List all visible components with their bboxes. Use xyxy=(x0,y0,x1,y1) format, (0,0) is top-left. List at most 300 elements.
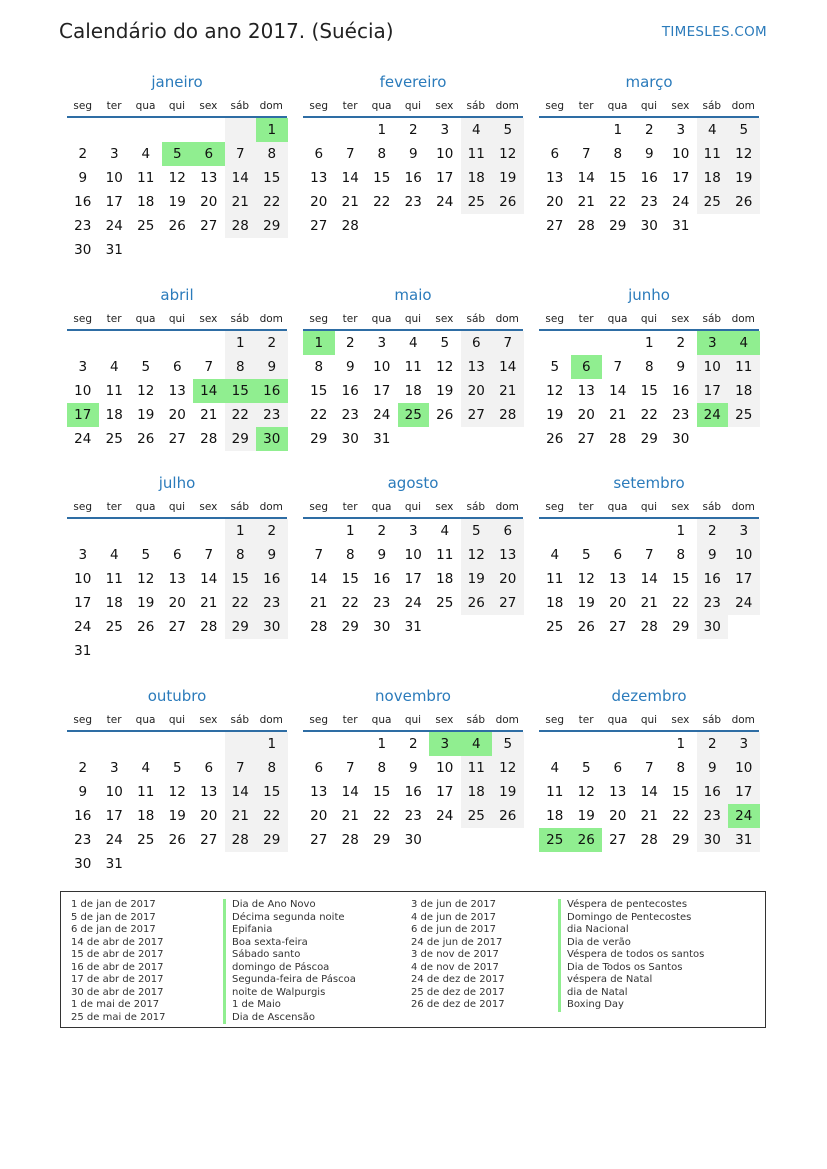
weekday-label: qua xyxy=(135,714,156,726)
weekday-label: sex xyxy=(199,100,218,112)
day-cell: 12 xyxy=(168,170,186,186)
month-abril xyxy=(67,284,287,475)
day-cell: 20 xyxy=(200,808,218,824)
day-cell: 1 xyxy=(256,118,288,142)
day-cell: 12 xyxy=(168,784,186,800)
day-cell: 30 xyxy=(697,615,729,639)
day-cell: 21 xyxy=(225,190,257,214)
day-cell: 11 xyxy=(461,142,493,166)
day-cell: 16 xyxy=(373,571,391,587)
day-cell: 16 xyxy=(74,194,92,210)
weekday-label: dom xyxy=(495,100,519,112)
day-cell: 6 xyxy=(314,760,324,776)
day-cell: 3 xyxy=(728,519,760,543)
weekday-label: seg xyxy=(309,501,329,513)
weekday-label: qui xyxy=(168,100,186,112)
legend-date: 17 de abr de 2017 xyxy=(71,974,164,985)
weekday-label: seg xyxy=(73,501,93,513)
day-cell: 29 xyxy=(256,214,288,238)
day-cell: 26 xyxy=(137,619,155,635)
day-cell: 28 xyxy=(577,218,595,234)
day-cell: 5 xyxy=(162,142,194,166)
day-cell: 24 xyxy=(436,808,454,824)
day-cell: 26 xyxy=(461,591,493,615)
weekday-label: sáb xyxy=(466,714,486,726)
day-grid xyxy=(303,331,523,475)
day-cell: 13 xyxy=(577,383,595,399)
day-cell: 3 xyxy=(408,523,418,539)
day-cell: 28 xyxy=(225,828,257,852)
day-cell: 23 xyxy=(672,407,690,423)
day-grid xyxy=(539,331,759,475)
weekday-label: seg xyxy=(73,313,93,325)
day-cell: 10 xyxy=(728,543,760,567)
day-cell: 2 xyxy=(408,736,418,752)
weekday-label: qui xyxy=(640,100,658,112)
day-cell: 29 xyxy=(640,431,658,447)
month-julho xyxy=(67,472,287,663)
day-grid xyxy=(539,732,759,876)
day-cell: 6 xyxy=(193,142,225,166)
day-cell: 28 xyxy=(341,832,359,848)
legend-name: véspera de Natal xyxy=(558,974,704,987)
day-cell: 13 xyxy=(609,571,627,587)
day-cell: 4 xyxy=(461,118,493,142)
day-cell: 15 xyxy=(341,571,359,587)
day-cell: 25 xyxy=(105,619,123,635)
day-cell: 5 xyxy=(581,760,591,776)
day-cell: 27 xyxy=(200,832,218,848)
day-cell: 6 xyxy=(492,519,524,543)
day-cell: 4 xyxy=(141,146,151,162)
day-cell: 6 xyxy=(314,146,324,162)
day-cell: 4 xyxy=(141,760,151,776)
legend-right-names xyxy=(558,899,704,1012)
weekday-label: qui xyxy=(168,501,186,513)
legend-name: Véspera de pentecostes xyxy=(558,899,704,912)
day-cell: 21 xyxy=(341,808,359,824)
day-cell: 25 xyxy=(539,828,571,852)
day-cell: 19 xyxy=(492,780,524,804)
day-cell: 9 xyxy=(78,784,88,800)
day-cell: 23 xyxy=(74,218,92,234)
day-cell: 10 xyxy=(436,760,454,776)
day-cell: 19 xyxy=(436,383,454,399)
day-cell: 2 xyxy=(676,335,686,351)
weekday-header xyxy=(67,710,287,730)
day-cell: 8 xyxy=(256,756,288,780)
day-cell: 24 xyxy=(697,403,729,427)
day-cell: 4 xyxy=(109,359,119,375)
day-cell: 26 xyxy=(168,218,186,234)
weekday-label: qui xyxy=(404,714,422,726)
day-cell: 1 xyxy=(613,122,623,138)
day-cell: 7 xyxy=(225,756,257,780)
day-cell: 25 xyxy=(461,190,493,214)
legend-date: 4 de jun de 2017 xyxy=(411,911,496,923)
weekday-label: dom xyxy=(731,100,755,112)
day-cell: 9 xyxy=(676,359,686,375)
day-cell: 15 xyxy=(310,383,328,399)
month-name: abril xyxy=(160,286,194,304)
day-cell: 17 xyxy=(74,595,92,611)
weekday-label: seg xyxy=(545,313,565,325)
day-cell: 28 xyxy=(310,619,328,635)
day-cell: 11 xyxy=(404,359,422,375)
month-name: maio xyxy=(394,286,432,304)
weekday-label: sáb xyxy=(702,100,722,112)
day-cell: 15 xyxy=(672,571,690,587)
day-cell: 19 xyxy=(577,595,595,611)
day-cell: 16 xyxy=(404,170,422,186)
day-cell: 15 xyxy=(609,170,627,186)
weekday-label: ter xyxy=(342,501,358,513)
month-janeiro xyxy=(67,71,287,262)
legend-name: Véspera de todos os santos xyxy=(558,949,704,962)
weekday-label: sex xyxy=(671,100,690,112)
day-cell: 17 xyxy=(404,571,422,587)
day-cell: 5 xyxy=(172,760,182,776)
day-cell: 30 xyxy=(672,431,690,447)
day-cell: 22 xyxy=(225,591,257,615)
day-cell: 27 xyxy=(492,591,524,615)
day-cell: 3 xyxy=(377,335,387,351)
day-cell: 18 xyxy=(697,166,729,190)
day-cell: 18 xyxy=(105,407,123,423)
day-cell: 18 xyxy=(546,595,564,611)
weekday-label: qua xyxy=(607,714,628,726)
day-cell: 22 xyxy=(373,808,391,824)
day-cell: 11 xyxy=(137,784,155,800)
day-cell: 29 xyxy=(256,828,288,852)
day-cell: 5 xyxy=(141,547,151,563)
legend-date: 16 de abr de 2017 xyxy=(71,961,164,973)
weekday-label: sáb xyxy=(230,714,250,726)
day-cell: 5 xyxy=(492,118,524,142)
weekday-label: ter xyxy=(106,100,122,112)
weekday-header xyxy=(303,710,523,730)
day-cell: 11 xyxy=(697,142,729,166)
day-cell: 18 xyxy=(728,379,760,403)
day-cell: 16 xyxy=(74,808,92,824)
legend-name: Domingo de Pentecostes xyxy=(558,912,704,925)
day-cell: 19 xyxy=(461,567,493,591)
day-cell: 15 xyxy=(672,784,690,800)
legend-date: 1 de mai de 2017 xyxy=(71,999,160,1010)
day-cell: 22 xyxy=(256,190,288,214)
day-cell: 27 xyxy=(310,218,328,234)
day-cell: 9 xyxy=(408,760,418,776)
day-cell: 5 xyxy=(550,359,560,375)
day-grid xyxy=(303,732,523,876)
weekday-label: dom xyxy=(731,501,755,513)
legend-date: 30 de abr de 2017 xyxy=(71,986,164,998)
weekday-label: dom xyxy=(259,501,283,513)
day-cell: 15 xyxy=(225,567,257,591)
weekday-header xyxy=(539,309,759,329)
day-cell: 2 xyxy=(644,122,654,138)
day-cell: 31 xyxy=(728,828,760,852)
day-cell: 1 xyxy=(225,519,257,543)
day-cell: 11 xyxy=(436,547,454,563)
day-cell: 24 xyxy=(74,619,92,635)
day-cell: 25 xyxy=(137,832,155,848)
day-cell: 13 xyxy=(492,543,524,567)
legend-name: noite de Walpurgis xyxy=(223,987,356,1000)
month-name: março xyxy=(625,73,673,91)
day-cell: 12 xyxy=(137,383,155,399)
day-cell: 20 xyxy=(609,808,627,824)
weekday-label: sex xyxy=(671,313,690,325)
day-cell: 25 xyxy=(546,619,564,635)
day-cell: 23 xyxy=(404,808,422,824)
day-cell: 10 xyxy=(436,146,454,162)
weekday-label: dom xyxy=(495,313,519,325)
legend-name: Décima segunda noite xyxy=(223,912,356,925)
day-cell: 6 xyxy=(204,760,214,776)
day-cell: 17 xyxy=(436,784,454,800)
weekday-header xyxy=(303,497,523,517)
day-cell: 21 xyxy=(577,194,595,210)
day-cell: 22 xyxy=(341,595,359,611)
day-cell: 17 xyxy=(105,194,123,210)
day-cell: 31 xyxy=(373,431,391,447)
day-cell: 21 xyxy=(640,595,658,611)
day-cell: 28 xyxy=(640,832,658,848)
legend-date: 25 de mai de 2017 xyxy=(71,1011,166,1023)
day-cell: 21 xyxy=(225,804,257,828)
day-cell: 31 xyxy=(105,856,123,872)
weekday-label: seg xyxy=(545,501,565,513)
day-cell: 5 xyxy=(461,519,493,543)
weekday-label: seg xyxy=(73,714,93,726)
month-name: janeiro xyxy=(151,73,203,91)
day-cell: 24 xyxy=(728,591,760,615)
day-cell: 4 xyxy=(109,547,119,563)
weekday-label: seg xyxy=(309,714,329,726)
day-cell: 30 xyxy=(697,828,729,852)
day-cell: 14 xyxy=(492,355,524,379)
day-cell: 7 xyxy=(345,146,355,162)
day-cell: 20 xyxy=(609,595,627,611)
day-cell: 24 xyxy=(105,832,123,848)
legend-name: Dia de Ascensão xyxy=(223,1012,356,1025)
weekday-label: sáb xyxy=(702,501,722,513)
day-cell: 7 xyxy=(644,760,654,776)
day-cell: 6 xyxy=(613,547,623,563)
day-cell: 3 xyxy=(429,732,461,756)
day-cell: 13 xyxy=(168,383,186,399)
day-cell: 15 xyxy=(640,383,658,399)
day-cell: 30 xyxy=(256,427,288,451)
day-cell: 14 xyxy=(341,784,359,800)
day-cell: 16 xyxy=(640,170,658,186)
day-cell: 26 xyxy=(492,804,524,828)
weekday-label: qui xyxy=(404,501,422,513)
day-cell: 26 xyxy=(577,619,595,635)
day-cell: 22 xyxy=(310,407,328,423)
day-cell: 8 xyxy=(613,146,623,162)
day-cell: 29 xyxy=(225,615,257,639)
month-name: dezembro xyxy=(611,687,687,705)
weekday-header xyxy=(539,710,759,730)
day-cell: 29 xyxy=(373,832,391,848)
day-cell: 4 xyxy=(550,547,560,563)
day-cell: 15 xyxy=(256,780,288,804)
day-cell: 15 xyxy=(373,784,391,800)
day-grid xyxy=(67,732,287,876)
day-grid xyxy=(67,519,287,663)
day-cell: 20 xyxy=(310,194,328,210)
day-cell: 7 xyxy=(314,547,324,563)
day-cell: 4 xyxy=(697,118,729,142)
empty-weekend-cell xyxy=(225,732,257,756)
day-cell: 30 xyxy=(256,615,288,639)
legend-date: 6 de jan de 2017 xyxy=(71,924,156,935)
legend-name: Dia de verão xyxy=(558,937,704,950)
day-cell: 7 xyxy=(581,146,591,162)
day-cell: 14 xyxy=(640,571,658,587)
legend-name: dia de Natal xyxy=(558,987,704,1000)
month-name: novembro xyxy=(375,687,451,705)
day-cell: 17 xyxy=(697,379,729,403)
weekday-label: ter xyxy=(578,501,594,513)
day-cell: 17 xyxy=(728,780,760,804)
day-cell: 25 xyxy=(697,190,729,214)
day-cell: 9 xyxy=(78,170,88,186)
day-cell: 13 xyxy=(310,784,328,800)
day-grid xyxy=(67,118,287,262)
brand-link[interactable]: TIMESLES.COM xyxy=(661,24,767,40)
day-cell: 23 xyxy=(640,194,658,210)
legend-name: dia Nacional xyxy=(558,924,704,937)
day-cell: 8 xyxy=(644,359,654,375)
weekday-header xyxy=(303,309,523,329)
weekday-label: qui xyxy=(640,714,658,726)
legend-name: Segunda-feira de Páscoa xyxy=(223,974,356,987)
day-cell: 26 xyxy=(168,832,186,848)
day-cell: 13 xyxy=(168,571,186,587)
day-cell: 19 xyxy=(168,808,186,824)
day-cell: 30 xyxy=(404,832,422,848)
day-cell: 27 xyxy=(310,832,328,848)
day-cell: 17 xyxy=(373,383,391,399)
day-cell: 26 xyxy=(137,431,155,447)
day-cell: 23 xyxy=(404,194,422,210)
day-cell: 29 xyxy=(225,427,257,451)
day-cell: 4 xyxy=(550,760,560,776)
day-cell: 23 xyxy=(697,591,729,615)
day-cell: 22 xyxy=(640,407,658,423)
day-cell: 18 xyxy=(436,571,454,587)
day-cell: 24 xyxy=(105,218,123,234)
day-cell: 6 xyxy=(613,760,623,776)
day-cell: 17 xyxy=(672,170,690,186)
day-cell: 28 xyxy=(341,218,359,234)
day-cell: 7 xyxy=(492,331,524,355)
day-cell: 19 xyxy=(168,194,186,210)
day-cell: 9 xyxy=(377,547,387,563)
day-cell: 25 xyxy=(436,595,454,611)
day-cell: 14 xyxy=(193,379,225,403)
day-cell: 5 xyxy=(728,118,760,142)
day-cell: 3 xyxy=(440,122,450,138)
day-cell: 31 xyxy=(105,242,123,258)
day-cell: 30 xyxy=(640,218,658,234)
legend-date: 3 de nov de 2017 xyxy=(411,949,499,960)
day-cell: 10 xyxy=(697,355,729,379)
day-cell: 19 xyxy=(728,166,760,190)
weekday-label: sex xyxy=(435,714,454,726)
day-cell: 3 xyxy=(109,146,119,162)
empty-weekend-cell xyxy=(225,118,257,142)
day-cell: 27 xyxy=(168,431,186,447)
month-fevereiro xyxy=(303,71,523,262)
month-outubro xyxy=(67,685,287,876)
weekday-label: seg xyxy=(73,100,93,112)
day-cell: 24 xyxy=(728,804,760,828)
day-cell: 30 xyxy=(74,242,92,258)
day-cell: 25 xyxy=(728,403,760,427)
day-cell: 5 xyxy=(440,335,450,351)
day-cell: 20 xyxy=(168,595,186,611)
month-name: junho xyxy=(628,286,670,304)
day-cell: 18 xyxy=(137,808,155,824)
weekday-label: dom xyxy=(259,313,283,325)
month-name: julho xyxy=(158,474,196,492)
day-cell: 1 xyxy=(345,523,355,539)
day-cell: 26 xyxy=(436,407,454,423)
weekday-label: sáb xyxy=(230,313,250,325)
day-cell: 14 xyxy=(225,780,257,804)
weekday-label: seg xyxy=(309,100,329,112)
day-cell: 14 xyxy=(225,166,257,190)
day-cell: 3 xyxy=(78,547,88,563)
month-dezembro xyxy=(539,685,759,876)
day-cell: 18 xyxy=(404,383,422,399)
day-cell: 27 xyxy=(577,431,595,447)
legend-name: Boxing Day xyxy=(558,999,704,1012)
day-cell: 8 xyxy=(225,355,257,379)
legend-name: Sábado santo xyxy=(223,949,356,962)
day-cell: 8 xyxy=(225,543,257,567)
month-agosto xyxy=(303,472,523,663)
legend-date: 26 de dez de 2017 xyxy=(411,999,505,1010)
weekday-label: qua xyxy=(135,100,156,112)
day-cell: 27 xyxy=(461,403,493,427)
day-cell: 15 xyxy=(256,166,288,190)
day-cell: 10 xyxy=(404,547,422,563)
day-cell: 15 xyxy=(373,170,391,186)
day-cell: 20 xyxy=(546,194,564,210)
day-cell: 1 xyxy=(225,331,257,355)
day-cell: 16 xyxy=(697,567,729,591)
weekday-label: qua xyxy=(135,313,156,325)
day-cell: 16 xyxy=(672,383,690,399)
weekday-label: qua xyxy=(371,100,392,112)
day-cell: 2 xyxy=(408,122,418,138)
day-grid xyxy=(303,519,523,663)
day-cell: 25 xyxy=(461,804,493,828)
day-cell: 8 xyxy=(256,142,288,166)
day-cell: 19 xyxy=(137,407,155,423)
day-cell: 31 xyxy=(672,218,690,234)
legend-name: Epifania xyxy=(223,924,356,937)
weekday-label: sáb xyxy=(466,313,486,325)
day-cell: 23 xyxy=(256,403,288,427)
legend-name: Dia de Ano Novo xyxy=(223,899,356,912)
day-cell: 13 xyxy=(609,784,627,800)
